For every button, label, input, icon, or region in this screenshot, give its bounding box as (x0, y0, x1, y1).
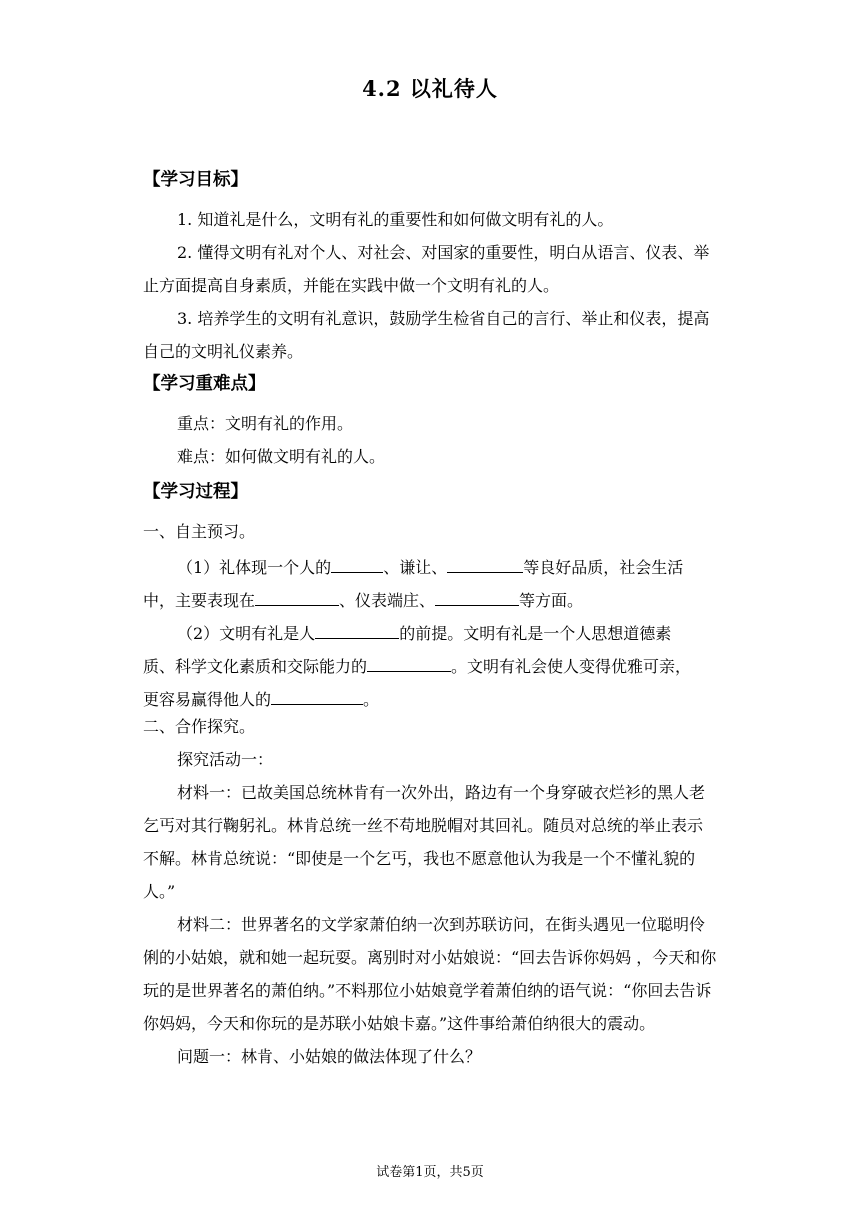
page-title: 4.2 以礼待人 (362, 76, 498, 101)
material-1: 材料一：已故美国总统林肯有一次外出，路边有一个身穿破衣烂衫的黑人老乞丐对其行鞠躬礼。林肯总统一丝不苟地脱帽对其回礼。随员对总统的举止表示不解。林肯总统说：“即使是一个乞丐，我也不愿意他认为我是一个不懂礼貌的人。” (143, 783, 706, 901)
process-heading: 【学习过程】 (143, 482, 248, 502)
difficult-point: 难点：如何做文明有礼的人。 (177, 447, 386, 466)
goal-3: 3. 培养学生的文明有礼意识，鼓励学生检省自己的言行、举止和仪表，提高自己的文明礼仪素养。 (143, 309, 710, 361)
fill-question-2-line-2: 质、科学文化素质和交际能力的 。文明有礼会使人变得优雅可亲， (143, 654, 691, 677)
material-2: 材料二：世界著名的文学家萧伯纳一次到苏联访问，在街头遇见一位聪明伶俐的小姑娘，就和她一起玩耍。离别时对小姑娘说：“回去告诉你妈妈 ，今天和你玩的是世界著名的萧伯纳。”不料那位小姑娘竟学着萧伯纳的语气说：“你回去告诉你妈妈，今天和你玩的是苏联小姑娘卡嘉。”这件事给萧伯纳很大的震动。 (143, 915, 717, 1033)
part-2-heading: 二、合作探究。 (143, 717, 256, 736)
activity-1-label: 探究活动一： (177, 750, 274, 769)
page-footer: 试卷第1页，共5页 (376, 1165, 484, 1180)
fill-question-2-line-3: 更容易赢得他人的 。 (143, 687, 379, 710)
fill-question-2-line-1: （2）文明有礼是人 的前提。文明有礼是一个人思想道德素 (177, 621, 671, 644)
key-point: 重点：文明有礼的作用。 (177, 414, 354, 433)
goal-1: 1. 知道礼是什么，文明有礼的重要性和如何做文明有礼的人。 (177, 210, 614, 229)
fill-question-1-line-1: （1）礼体现一个人的 、谦让、 等良好品质，社会生活 (177, 555, 683, 578)
key-heading: 【学习重难点】 (143, 374, 266, 394)
question-1: 问题一：林肯、小姑娘的做法体现了什么？ (177, 1047, 482, 1066)
answer-blank[interactable] (367, 654, 451, 672)
goal-2: 2. 懂得文明有礼对个人、对社会、对国家的重要性，明白从语言、仪表、举止方面提高自身素质，并能在实践中做一个文明有礼的人。 (143, 243, 710, 295)
goals-heading: 【学习目标】 (143, 170, 248, 190)
answer-blank[interactable] (435, 588, 519, 606)
answer-blank[interactable] (255, 588, 339, 606)
answer-blank[interactable] (271, 687, 363, 705)
answer-blank[interactable] (331, 555, 383, 573)
part-1-heading: 一、自主预习。 (143, 522, 256, 541)
answer-blank[interactable] (447, 555, 523, 573)
answer-blank[interactable] (315, 621, 399, 639)
fill-question-1-line-2: 中，主要表现在 、仪表端庄、 等方面。 (143, 588, 583, 611)
